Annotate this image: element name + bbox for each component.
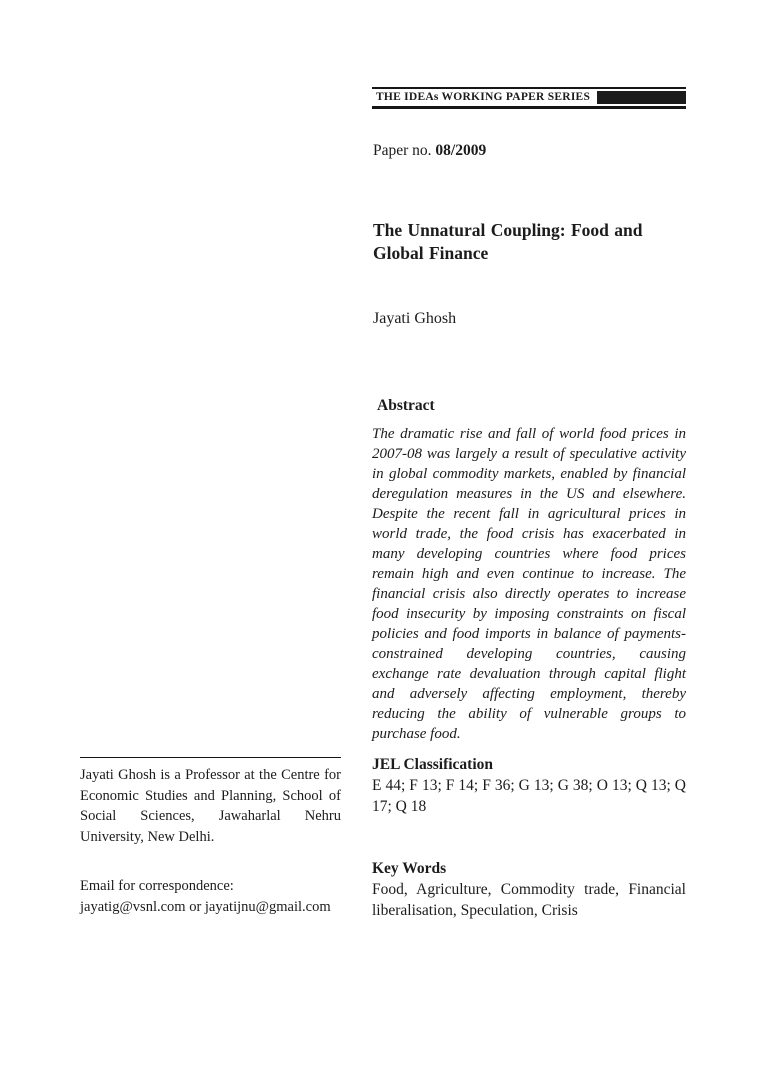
jel-classification-section [372, 755, 686, 817]
jel-codes: E 44; F 13; F 14; F 36; G 13; G 38; O 13; Q 13; Q 17; Q 18 [372, 777, 686, 815]
series-banner-bar [597, 91, 686, 104]
paper-title: The Unnatural Coupling: Food and Global Finance [373, 220, 643, 263]
abstract-heading: Abstract [377, 397, 435, 414]
email-label: Email for correspondence: [80, 878, 234, 894]
abstract-text: The dramatic rise and fall of world food prices in 2007-08 was largely a result of speculative activity in global commodity markets, enabled by financial deregulation measures in the US and elsewhere. Despite the recent fall in agricultural prices in world trade, the food crisis has exacerbated in many developing countries where food prices remain high and even continue to increase. The financial crisis also directly operates to increase food insecurity by imposing constraints on fiscal policies and food imports in balance of payments-constrained developing countries, causing exchange rate devaluation through capital flight and adversely affecting employment, thereby reducing the ability of vulnerable groups to purchase food. [372, 426, 686, 742]
email-addresses: jayatig@vsnl.com or jayatijnu@gmail.com [80, 898, 331, 915]
paper-number-value: 08/2009 [435, 142, 487, 159]
keywords-heading: Key Words [372, 860, 447, 877]
paper-number-label: Paper no. [373, 142, 436, 159]
correspondence-email-block [80, 876, 355, 917]
paper-number [373, 141, 486, 160]
series-banner [372, 87, 686, 109]
author-affiliation-footnote: Jayati Ghosh is a Professor at the Centre for Economic Studies and Planning, School of Social Sciences, Jawaharlal Nehru University, New Delhi. [80, 757, 341, 847]
keywords-text: Food, Agriculture, Commodity trade, Financial liberalisation, Speculation, Crisis [372, 881, 686, 919]
jel-heading: JEL Classification [372, 756, 494, 773]
keywords-section [372, 859, 686, 921]
series-title: THE IDEAs WORKING PAPER SERIES [376, 91, 591, 103]
paper-author: Jayati Ghosh [373, 310, 457, 327]
